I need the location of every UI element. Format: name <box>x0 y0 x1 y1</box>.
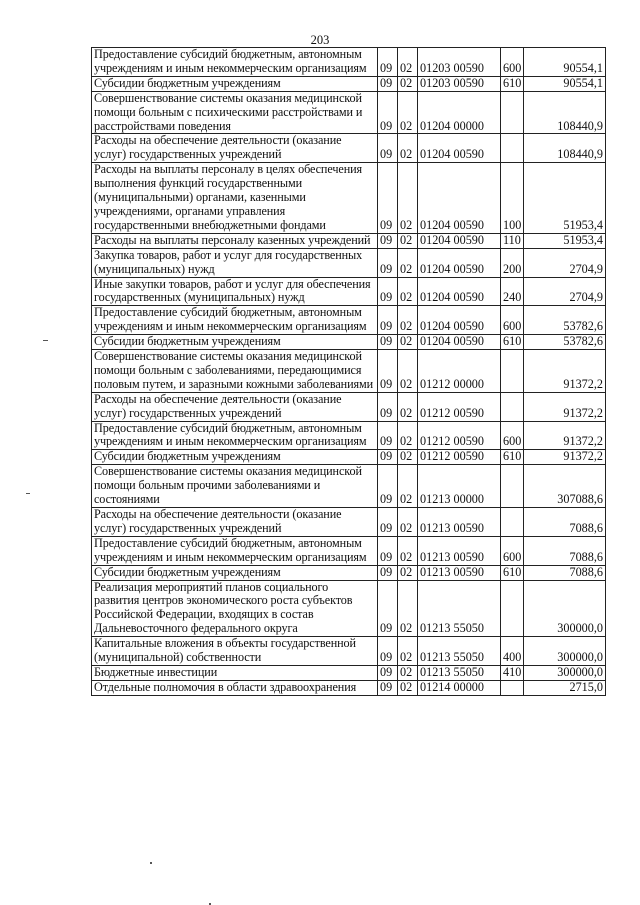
row-amount: 300000,0 <box>524 665 606 680</box>
row-target-article: 01213 00590 <box>418 536 501 565</box>
row-amount: 2715,0 <box>524 680 606 695</box>
row-target-article: 01213 00000 <box>418 465 501 508</box>
row-name: Расходы на обеспечение деятельности (оказание услуг) государственных учреждений <box>92 134 378 163</box>
row-expense-type: 610 <box>501 76 524 91</box>
row-target-article: 01212 00590 <box>418 392 501 421</box>
table-row <box>92 163 606 234</box>
row-expense-type: 610 <box>501 450 524 465</box>
budget-table-body <box>92 48 606 696</box>
table-row <box>92 335 606 350</box>
row-target-article: 01204 00590 <box>418 306 501 335</box>
row-subsection-code: 02 <box>398 233 418 248</box>
table-row <box>92 48 606 77</box>
row-amount: 108440,9 <box>524 91 606 134</box>
table-row <box>92 465 606 508</box>
row-section-code: 09 <box>378 536 398 565</box>
table-row <box>92 680 606 695</box>
row-expense-type <box>501 508 524 537</box>
table-row <box>92 91 606 134</box>
row-subsection-code: 02 <box>398 680 418 695</box>
row-expense-type: 600 <box>501 421 524 450</box>
row-subsection-code: 02 <box>398 508 418 537</box>
row-amount: 90554,1 <box>524 76 606 91</box>
row-section-code: 09 <box>378 248 398 277</box>
row-target-article: 01213 55050 <box>418 580 501 637</box>
scan-speck <box>150 862 152 864</box>
row-expense-type: 600 <box>501 48 524 77</box>
row-section-code: 09 <box>378 163 398 234</box>
row-subsection-code: 02 <box>398 580 418 637</box>
row-amount: 7088,6 <box>524 565 606 580</box>
row-subsection-code: 02 <box>398 335 418 350</box>
row-target-article: 01204 00590 <box>418 233 501 248</box>
row-expense-type: 200 <box>501 248 524 277</box>
row-section-code: 09 <box>378 306 398 335</box>
row-amount: 300000,0 <box>524 637 606 666</box>
row-target-article: 01213 00590 <box>418 508 501 537</box>
table-row <box>92 134 606 163</box>
row-section-code: 09 <box>378 48 398 77</box>
table-row <box>92 306 606 335</box>
row-name: Расходы на обеспечение деятельности (оказание услуг) государственных учреждений <box>92 508 378 537</box>
table-row <box>92 580 606 637</box>
row-section-code: 09 <box>378 421 398 450</box>
table-row <box>92 450 606 465</box>
row-expense-type: 600 <box>501 536 524 565</box>
table-row <box>92 76 606 91</box>
row-name: Совершенствование системы оказания медицинской помощи больным прочими заболеваниями и состояниями <box>92 465 378 508</box>
row-amount: 7088,6 <box>524 536 606 565</box>
row-section-code: 09 <box>378 76 398 91</box>
row-expense-type: 110 <box>501 233 524 248</box>
row-expense-type: 240 <box>501 277 524 306</box>
scan-speck <box>43 340 48 341</box>
row-subsection-code: 02 <box>398 665 418 680</box>
row-subsection-code: 02 <box>398 421 418 450</box>
row-section-code: 09 <box>378 277 398 306</box>
row-amount: 91372,2 <box>524 421 606 450</box>
row-subsection-code: 02 <box>398 637 418 666</box>
table-row <box>92 536 606 565</box>
table-row <box>92 508 606 537</box>
row-target-article: 01204 00590 <box>418 248 501 277</box>
row-target-article: 01203 00590 <box>418 48 501 77</box>
row-name: Совершенствование системы оказания медицинской помощи больным с психическими расстройствами и расстройствами поведения <box>92 91 378 134</box>
row-expense-type: 410 <box>501 665 524 680</box>
row-name: Предоставление субсидий бюджетным, автономным учреждениям и иным некоммерческим организациям <box>92 306 378 335</box>
table-row <box>92 233 606 248</box>
row-section-code: 09 <box>378 91 398 134</box>
row-expense-type: 610 <box>501 565 524 580</box>
row-expense-type <box>501 680 524 695</box>
row-expense-type <box>501 134 524 163</box>
row-target-article: 01212 00590 <box>418 450 501 465</box>
table-row <box>92 565 606 580</box>
row-subsection-code: 02 <box>398 134 418 163</box>
row-name: Расходы на обеспечение деятельности (оказание услуг) государственных учреждений <box>92 392 378 421</box>
row-amount: 90554,1 <box>524 48 606 77</box>
row-target-article: 01213 00590 <box>418 565 501 580</box>
row-expense-type <box>501 350 524 393</box>
row-section-code: 09 <box>378 392 398 421</box>
table-row <box>92 637 606 666</box>
row-name: Совершенствование системы оказания медицинской помощи больным с заболеваниями, передающимися половым путем, и заразными кожными заболеваниями <box>92 350 378 393</box>
row-subsection-code: 02 <box>398 565 418 580</box>
row-amount: 53782,6 <box>524 335 606 350</box>
table-row <box>92 350 606 393</box>
row-amount: 307088,6 <box>524 465 606 508</box>
row-name: Предоставление субсидий бюджетным, автономным учреждениям и иным некоммерческим организациям <box>92 536 378 565</box>
row-amount: 53782,6 <box>524 306 606 335</box>
row-section-code: 09 <box>378 335 398 350</box>
row-subsection-code: 02 <box>398 450 418 465</box>
row-expense-type <box>501 392 524 421</box>
row-name: Расходы на выплаты персоналу в целях обеспечения выполнения функций государственными (муниципальными) органами, казенными учреждениями, органами управления государственными внебюджетными фондами <box>92 163 378 234</box>
row-target-article: 01212 00000 <box>418 350 501 393</box>
row-amount: 91372,2 <box>524 450 606 465</box>
row-section-code: 09 <box>378 465 398 508</box>
row-name: Субсидии бюджетным учреждениям <box>92 565 378 580</box>
row-subsection-code: 02 <box>398 306 418 335</box>
row-section-code: 09 <box>378 580 398 637</box>
row-expense-type: 100 <box>501 163 524 234</box>
row-section-code: 09 <box>378 637 398 666</box>
row-section-code: 09 <box>378 508 398 537</box>
row-subsection-code: 02 <box>398 350 418 393</box>
scan-speck <box>26 493 30 494</box>
row-name: Предоставление субсидий бюджетным, автономным учреждениям и иным некоммерческим организациям <box>92 421 378 450</box>
page-number: 203 <box>310 33 330 47</box>
row-name: Закупка товаров, работ и услуг для государственных (муниципальных) нужд <box>92 248 378 277</box>
row-subsection-code: 02 <box>398 465 418 508</box>
row-amount: 91372,2 <box>524 392 606 421</box>
row-name: Расходы на выплаты персоналу казенных учреждений <box>92 233 378 248</box>
row-subsection-code: 02 <box>398 392 418 421</box>
row-name: Капитальные вложения в объекты государственной (муниципальной) собственности <box>92 637 378 666</box>
row-expense-type <box>501 465 524 508</box>
table-row <box>92 277 606 306</box>
row-expense-type <box>501 91 524 134</box>
row-target-article: 01204 00590 <box>418 163 501 234</box>
row-subsection-code: 02 <box>398 248 418 277</box>
row-target-article: 01204 00000 <box>418 91 501 134</box>
row-amount: 108440,9 <box>524 134 606 163</box>
budget-table <box>91 47 606 696</box>
row-subsection-code: 02 <box>398 536 418 565</box>
row-target-article: 01204 00590 <box>418 277 501 306</box>
row-amount: 7088,6 <box>524 508 606 537</box>
table-row <box>92 392 606 421</box>
row-amount: 91372,2 <box>524 350 606 393</box>
row-section-code: 09 <box>378 450 398 465</box>
row-section-code: 09 <box>378 565 398 580</box>
row-target-article: 01203 00590 <box>418 76 501 91</box>
row-subsection-code: 02 <box>398 91 418 134</box>
row-section-code: 09 <box>378 233 398 248</box>
row-amount: 2704,9 <box>524 277 606 306</box>
row-target-article: 01213 55050 <box>418 665 501 680</box>
row-target-article: 01212 00590 <box>418 421 501 450</box>
row-name: Отдельные полномочия в области здравоохранения <box>92 680 378 695</box>
row-expense-type: 600 <box>501 306 524 335</box>
row-target-article: 01214 00000 <box>418 680 501 695</box>
table-row <box>92 421 606 450</box>
table-row <box>92 248 606 277</box>
row-amount: 300000,0 <box>524 580 606 637</box>
table-row <box>92 665 606 680</box>
row-target-article: 01204 00590 <box>418 134 501 163</box>
row-amount: 51953,4 <box>524 163 606 234</box>
row-section-code: 09 <box>378 134 398 163</box>
row-name: Субсидии бюджетным учреждениям <box>92 76 378 91</box>
row-section-code: 09 <box>378 350 398 393</box>
row-target-article: 01204 00590 <box>418 335 501 350</box>
row-section-code: 09 <box>378 665 398 680</box>
row-subsection-code: 02 <box>398 76 418 91</box>
row-amount: 2704,9 <box>524 248 606 277</box>
row-name: Иные закупки товаров, работ и услуг для обеспечения государственных (муниципальных) нужд <box>92 277 378 306</box>
row-subsection-code: 02 <box>398 163 418 234</box>
row-expense-type <box>501 580 524 637</box>
row-section-code: 09 <box>378 680 398 695</box>
row-name: Субсидии бюджетным учреждениям <box>92 335 378 350</box>
row-target-article: 01213 55050 <box>418 637 501 666</box>
row-subsection-code: 02 <box>398 277 418 306</box>
row-amount: 51953,4 <box>524 233 606 248</box>
row-name: Реализация мероприятий планов социального развития центров экономического роста субъектов Российской Федерации, входящих в состав Дальневосточного федерального округа <box>92 580 378 637</box>
row-name: Бюджетные инвестиции <box>92 665 378 680</box>
row-subsection-code: 02 <box>398 48 418 77</box>
row-name: Субсидии бюджетным учреждениям <box>92 450 378 465</box>
row-expense-type: 610 <box>501 335 524 350</box>
row-expense-type: 400 <box>501 637 524 666</box>
row-name: Предоставление субсидий бюджетным, автономным учреждениям и иным некоммерческим организациям <box>92 48 378 77</box>
